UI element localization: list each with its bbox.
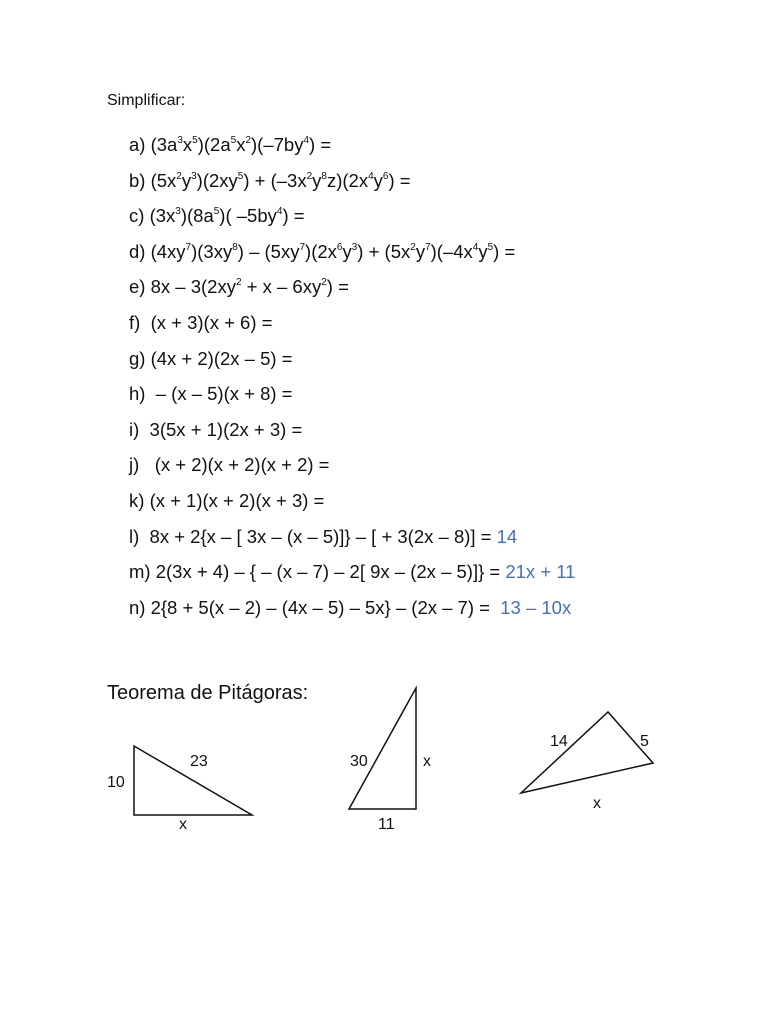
exponent: 2 bbox=[245, 135, 251, 146]
triangle-1 bbox=[107, 746, 252, 833]
expression-text: 2(3x + 4) – { – (x – 7) – 2[ 9x – (2x – 5)]} = bbox=[155, 561, 506, 583]
expression-text: ) = bbox=[309, 134, 332, 155]
exponent: 6 bbox=[336, 241, 343, 253]
expression-text: x bbox=[182, 134, 193, 155]
expression-text: (3a bbox=[150, 134, 178, 155]
exponent: 3 bbox=[351, 241, 358, 253]
exponent: 2 bbox=[306, 170, 313, 182]
exponent: 3 bbox=[175, 206, 181, 218]
problem-label: m) bbox=[129, 561, 151, 583]
problem-label: j) bbox=[129, 454, 140, 476]
triangle-1-leg-label: 10 bbox=[107, 774, 125, 791]
triangle-1-base-label: x bbox=[179, 816, 187, 833]
expression-text: y bbox=[312, 169, 322, 191]
expression-text: (x + 3)(x + 6) = bbox=[145, 311, 273, 333]
triangle-1-hypotenuse-label: 23 bbox=[190, 753, 208, 770]
exponent: 5 bbox=[230, 135, 237, 146]
expression-text: 3(5x + 1)(2x + 3) = bbox=[144, 418, 303, 440]
expression-text: y bbox=[181, 169, 192, 191]
triangle-3 bbox=[521, 712, 653, 812]
pythagoras-heading: Teorema de Pitágoras: bbox=[107, 682, 309, 704]
expression-text: + x – 6xy bbox=[241, 276, 322, 298]
expression-text: ) = bbox=[282, 205, 305, 227]
exponent: 2 bbox=[410, 241, 416, 253]
expression-text: )( –5by bbox=[219, 205, 277, 227]
exponent: 6 bbox=[382, 170, 389, 182]
exponent: 3 bbox=[191, 170, 197, 182]
expression-text: (4x + 2)(2x – 5) = bbox=[150, 347, 293, 369]
exponent: 4 bbox=[276, 206, 283, 218]
triangle-3-side-a-label: 14 bbox=[550, 733, 568, 750]
expression-text: y bbox=[415, 240, 426, 262]
expression-text: (x + 2)(x + 2)(x + 2) = bbox=[144, 454, 330, 476]
expression-text: (3x bbox=[149, 205, 176, 227]
expression-text: )(2x bbox=[305, 240, 337, 262]
exponent: 7 bbox=[299, 241, 306, 253]
problem-answer: 14 bbox=[496, 525, 518, 547]
triangle-2-leg-label: x bbox=[423, 753, 431, 770]
triangle-3-side-b-label: 5 bbox=[640, 733, 649, 750]
triangle-3-base-label: x bbox=[593, 795, 601, 812]
expression-text: y bbox=[478, 240, 488, 262]
exponent: 5 bbox=[487, 241, 494, 253]
expression-text: 2{8 + 5(x – 2) – (4x – 5) – 5x} – (2x – 7) = bbox=[150, 596, 496, 618]
expression-text: y bbox=[342, 240, 352, 262]
problem-label: i) bbox=[129, 418, 140, 440]
expression-text: )(2xy bbox=[196, 169, 238, 191]
exponent: 2 bbox=[235, 277, 242, 289]
problem-answer: 13 – 10x bbox=[495, 596, 572, 618]
problem-label: d) bbox=[129, 240, 146, 262]
problem-label: n) bbox=[129, 596, 146, 618]
expression-text: y bbox=[373, 169, 383, 191]
triangle-2-base-label: 11 bbox=[378, 816, 395, 833]
exponent: 4 bbox=[303, 135, 310, 146]
triangle-3-shape bbox=[521, 712, 653, 793]
exponent: 4 bbox=[368, 170, 374, 182]
exponent: 5 bbox=[192, 135, 198, 146]
exponent: 5 bbox=[213, 206, 220, 218]
expression-text: )(8a bbox=[180, 205, 214, 227]
problem-label: k) bbox=[129, 489, 145, 511]
expression-text: ) = bbox=[493, 240, 516, 262]
problem-label: l) bbox=[129, 525, 140, 547]
exponent: 7 bbox=[185, 241, 192, 253]
expression-text: 8x + 2{x – [ 3x – (x – 5)]} – [ + 3(2x – 8)] = bbox=[144, 525, 497, 547]
exponent: 8 bbox=[321, 170, 327, 182]
expression-text: ) + (–3x bbox=[243, 169, 307, 191]
exponent: 2 bbox=[321, 277, 327, 289]
problem-label: c) bbox=[129, 205, 145, 227]
exponent: 5 bbox=[237, 170, 244, 182]
problem-label: a) bbox=[129, 134, 146, 155]
triangle-2 bbox=[349, 688, 431, 833]
expression-text: 8x – 3(2xy bbox=[150, 276, 236, 298]
expression-text: ) = bbox=[326, 276, 349, 298]
expression-text: )(3xy bbox=[191, 240, 233, 262]
exponent: 7 bbox=[425, 241, 431, 253]
expression-text: z)(2x bbox=[326, 169, 369, 191]
problem-answer: 21x + 11 bbox=[505, 561, 576, 583]
problem-label: b) bbox=[129, 169, 146, 191]
problem-label: g) bbox=[129, 347, 146, 369]
expression-text: (4xy bbox=[150, 240, 186, 262]
expression-text: (x + 1)(x + 2)(x + 3) = bbox=[149, 489, 325, 511]
exponent: 3 bbox=[177, 135, 183, 146]
expression-text: ) – (5xy bbox=[237, 240, 300, 262]
expression-text: – (x – 5)(x + 8) = bbox=[150, 383, 293, 405]
triangle-2-hypotenuse-label: 30 bbox=[350, 753, 368, 770]
triangle-2-shape bbox=[349, 688, 416, 809]
exponent: 2 bbox=[176, 170, 182, 182]
problem-label: f) bbox=[129, 311, 141, 333]
exponent: 8 bbox=[232, 241, 238, 253]
expression-text: )(–4x bbox=[430, 240, 473, 262]
expression-text: ) = bbox=[388, 169, 411, 191]
simplify-heading: Simplificar: bbox=[107, 92, 186, 109]
problem-label: h) bbox=[129, 383, 146, 405]
expression-text: x bbox=[236, 134, 246, 155]
expression-text: )(–7by bbox=[251, 134, 304, 155]
problem-label: e) bbox=[129, 276, 146, 298]
expression-text: (5x bbox=[150, 169, 177, 191]
exponent: 4 bbox=[472, 241, 479, 253]
expression-text: ) + (5x bbox=[357, 240, 411, 262]
expression-text: )(2a bbox=[197, 134, 231, 155]
